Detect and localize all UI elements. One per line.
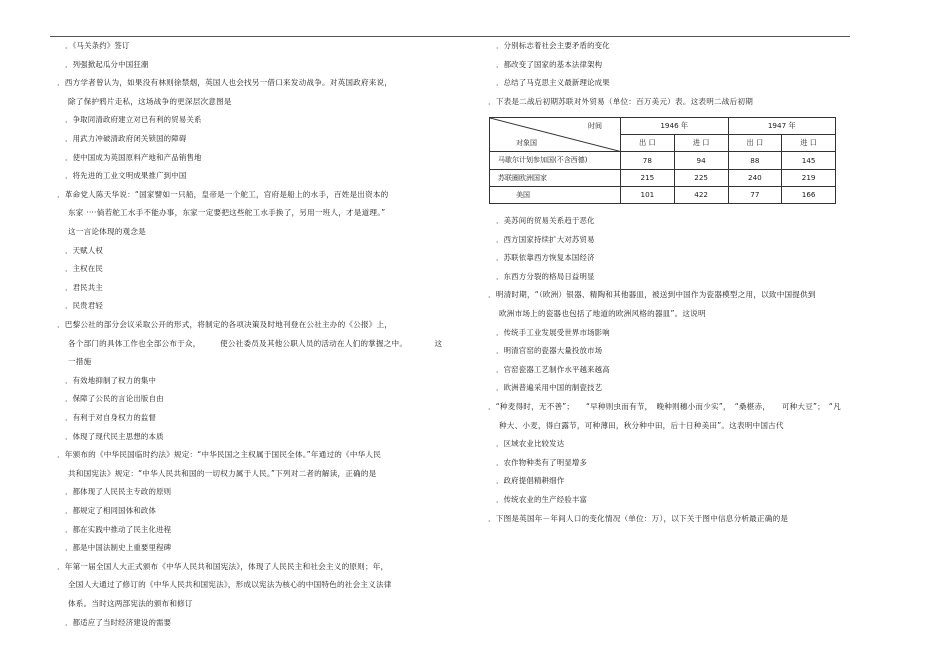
answer-option: ．都改变了国家的基本法律架构	[496, 59, 603, 69]
question-text: ．西方学者曾认为，如果没有林则徐禁烟，英国人也会找另一借口来发动战争。对英国政府来说，	[57, 78, 393, 88]
answer-option: ．列强掀起瓜分中国狂潮	[65, 59, 149, 69]
table-row	[490, 152, 836, 169]
answer-option: ．有利于对自身权力的监督	[65, 413, 157, 422]
answer-option: ．都体现了人民民主专政的原则	[65, 487, 172, 497]
answer-option: ．美苏间的贸易关系趋于恶化	[496, 216, 595, 225]
answer-option: ．用武力冲破清政府闭关锁国的障碍	[65, 134, 187, 143]
table-cell: 101	[621, 186, 675, 203]
answer-option: ．东西方分裂的格局日益明显	[496, 271, 595, 281]
header-export-1947: 出 口	[728, 135, 782, 152]
answer-option: ．总结了马克思主义最新理论成果	[496, 78, 610, 88]
table-header-diagonal-cell	[490, 118, 621, 152]
answer-option: ．《马关条约》签订	[65, 41, 130, 50]
header-import-1946: 进 口	[674, 135, 728, 152]
question-text: 各个部门的具体工作也全部公布于众， 使公社委员及其他公职人员的活动在人们的掌握之中。 这	[68, 338, 443, 348]
answer-option: ．政府提倡精耕细作	[496, 476, 565, 486]
answer-option: ．君民共主	[65, 282, 103, 292]
table-cell: 94	[674, 152, 728, 169]
row-label: 苏联圈欧洲国家	[490, 169, 621, 186]
question-text: 全国人大通过了修订的《中华人民共和国宪法》，形成以宪法为核心的中国特色的社会主义法律	[68, 580, 392, 590]
table-cell: 88	[728, 152, 782, 169]
answer-option: ．农作物种类有了明显增多	[496, 457, 588, 467]
answer-option: ．西方国家持续扩大对苏贸易	[496, 234, 595, 244]
answer-option: ．苏联依靠西方恢复本国经济	[496, 253, 595, 263]
question-text: 这一言论体现的观念是	[68, 227, 146, 236]
header-year-1946: 1946 年	[621, 118, 729, 135]
row-label: 马歇尔计划参加国(不含西德)	[490, 152, 621, 169]
answer-option: ．官窑瓷器工艺制作水平越来越高	[496, 364, 610, 374]
answer-option: ．争取同清政府建立对已有利的贸易关系	[65, 115, 202, 125]
answer-option: ．都规定了相同国体和政体	[65, 506, 157, 515]
answer-option: ．传统手工业发展受世界市场影响	[496, 327, 610, 337]
table-cell: 215	[621, 169, 675, 186]
answer-option: ．都是中国法制史上重要里程碑	[65, 543, 172, 553]
question-text: 体系。当时这两部宪法的颁布和修订	[68, 599, 193, 608]
question-text: ．年颁布的《中华民国临时约法》规定：“中华民国之主权属于国民全体。”年通过的《中华人民	[57, 450, 382, 460]
question-text: ．明清时期，“（欧洲）银器、精陶和其他器皿，被送到中国作为瓷器模型之用，以致中国提供到	[488, 290, 816, 300]
answer-option: ．保障了公民的言论出版自由	[65, 394, 164, 404]
answer-option: ．主权在民	[65, 264, 103, 274]
question-text: ．年第一届全国人大正式颁布《中华人民共和国宪法》，体现了人民民主和社会主义的原则；年，	[57, 561, 389, 571]
table-cell: 219	[782, 169, 836, 186]
table-row	[490, 169, 836, 186]
answer-option: ．体现了现代民主思想的本质	[65, 431, 164, 441]
answer-option: ．分别标志着社会主要矛盾的变化	[496, 41, 610, 50]
answer-option: ．传统农业的生产经验丰富	[496, 495, 588, 504]
table-cell: 225	[674, 169, 728, 186]
answer-option: ．都在实践中推动了民主化进程	[65, 524, 172, 534]
answer-option: ．明清官窑的瓷器大量投放市场	[496, 346, 603, 356]
question-text: 东家 ····倘若舵工水手不能办事，东家一定要把这些舵工水手换了，另用一班人，才是道理。”	[68, 208, 386, 218]
table-cell: 166	[782, 186, 836, 203]
header-year-1947: 1947 年	[728, 118, 836, 135]
trade-table	[489, 117, 836, 204]
question-text: 欧洲市场上的瓷器也包括了地道的欧洲风格的器皿”。这说明	[499, 309, 706, 318]
table-cell: 422	[674, 186, 728, 203]
question-text: ．革命党人陈天华说：“国家譬如一只船，皇帝是一个舵工，官府是船上的水手，百姓是出资本的	[57, 189, 389, 199]
question-text: 一措施	[68, 357, 92, 367]
answer-option: ．将先进的工业文明成果推广到中国	[65, 171, 187, 181]
header-export-1946: 出 口	[621, 135, 675, 152]
answer-option: ．天赋人权	[65, 245, 103, 255]
question-text: 种大、小麦，得白露节，可种薄田，秋分种中田，后十日种美田”。这表明中国古代	[499, 420, 784, 430]
header-time: 时间	[588, 122, 602, 130]
answer-option: ．民贵君轻	[65, 301, 103, 311]
page-top-rule	[50, 36, 850, 37]
answer-option: ．欧洲普遍采用中国的制瓷技艺	[496, 383, 603, 393]
question-text: ．下图是英国年－年间人口的变化情况（单位：万），以下关于图中信息分析最正确的是	[488, 513, 789, 523]
table-cell: 78	[621, 152, 675, 169]
table-row	[490, 186, 836, 203]
table-cell: 240	[728, 169, 782, 186]
question-text: ．“种麦得时，无不善”； “早种则虫而有节， 晚种则穗小而少实”， “桑椹赤， 可种大豆”； “凡	[488, 402, 841, 411]
question-text: ．巴黎公社的部分会议采取公开的形式，将制定的各项决策及时地刊登在公社主办的《公报》上，	[57, 320, 393, 329]
table-cell: 145	[782, 152, 836, 169]
header-import-1947: 进 口	[782, 135, 836, 152]
answer-option: ．都适应了当时经济建设的需要	[65, 617, 172, 627]
question-text: 共和国宪法》规定：“中华人民共和国的一切权力属于人民。”下列对二者的解读，正确的是	[68, 468, 377, 478]
header-object: 对象国	[516, 139, 537, 148]
question-text: ．下表是二战后初期苏联对外贸易（单位：百万美元）表。这表明二战后初期	[488, 96, 753, 106]
answer-option: ．有效地抑制了权力的集中	[65, 375, 157, 385]
answer-option: ．使中国成为英国原料产地和产品销售地	[65, 152, 202, 162]
row-label: 美国	[490, 186, 621, 203]
question-text: 除了保护鸦片走私，这场战争的更深层次意图是	[68, 96, 232, 106]
answer-option: ．区域农业比较发达	[496, 439, 565, 449]
table-cell: 77	[728, 186, 782, 203]
